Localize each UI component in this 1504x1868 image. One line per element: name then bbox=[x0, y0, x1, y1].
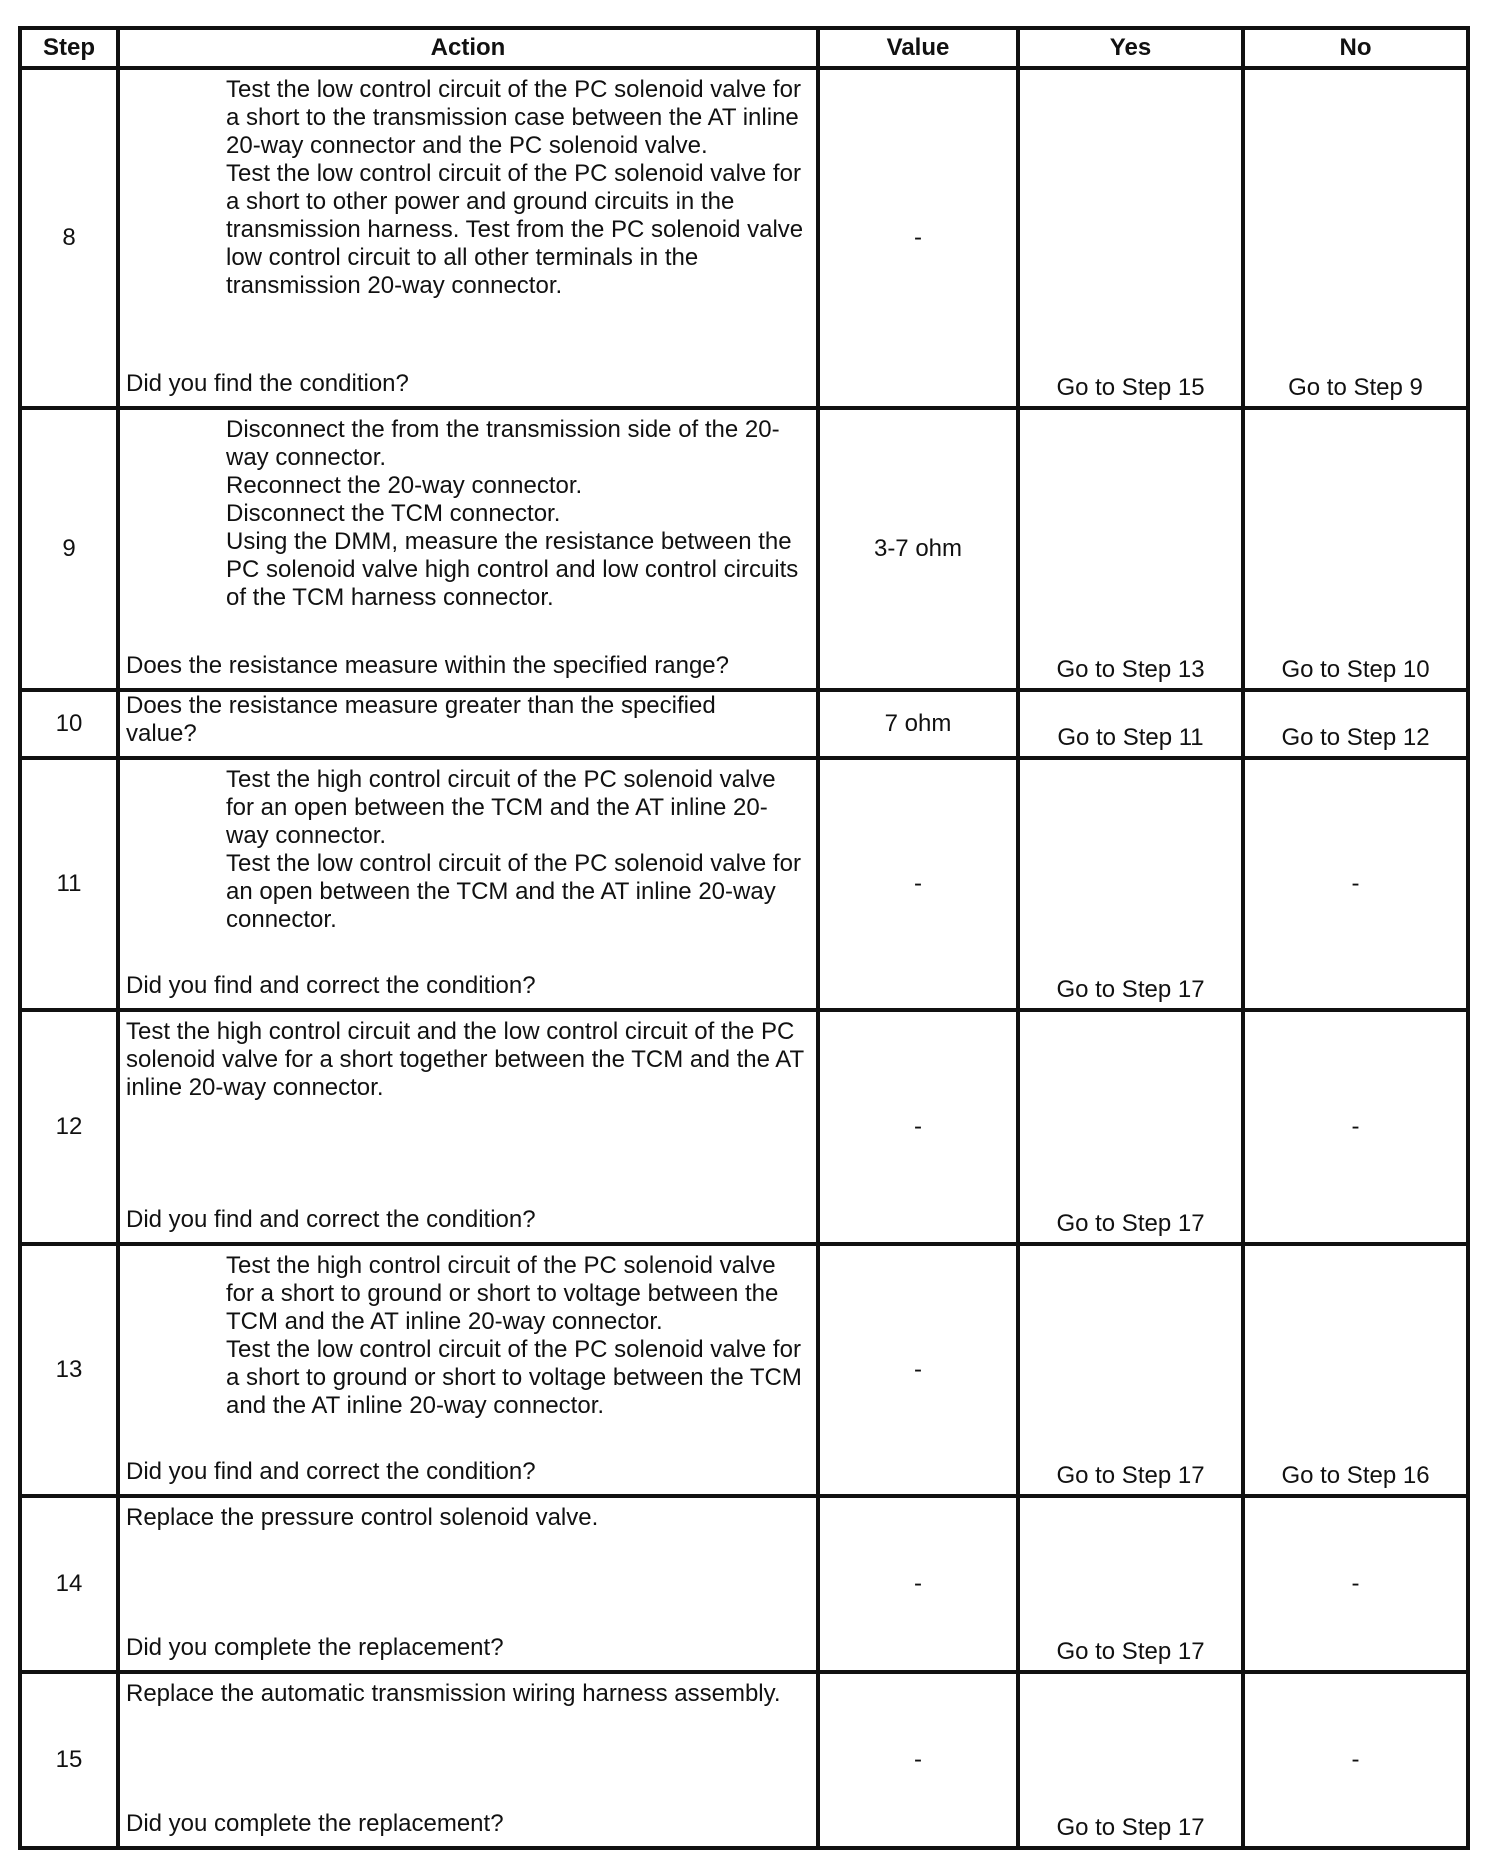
table-row bbox=[20, 1496, 1468, 1672]
header-row bbox=[20, 28, 1468, 68]
action-text: Replace the automatic transmission wiring harness assembly. bbox=[126, 1680, 781, 1707]
table-row bbox=[20, 1010, 1468, 1244]
value-cell: 7 ohm bbox=[818, 690, 1018, 758]
no-cell: - bbox=[1243, 758, 1468, 1010]
no-cell: Go to Step 12 bbox=[1243, 690, 1468, 758]
yes-cell: Go to Step 11 bbox=[1018, 690, 1243, 758]
no-cell: - bbox=[1243, 1496, 1468, 1672]
action-question: Did you find and correct the condition? bbox=[126, 1458, 536, 1485]
table-row bbox=[20, 758, 1468, 1010]
action-cell bbox=[118, 1496, 818, 1672]
action-text: Test the high control circuit and the low control circuit of the PC solenoid valve for a short together between the TCM and the AT inline 20-way connector. bbox=[126, 1018, 804, 1101]
yes-cell: Go to Step 17 bbox=[1018, 1672, 1243, 1848]
action-text: Test the high control circuit of the PC solenoid valve for a short to ground or short to voltage between the TCM and the AT inline 20-way connector. Test the low control circuit of the PC solenoid valve for a short to ground or short to voltage between the TCM and the AT inline 20-way connector. bbox=[226, 1252, 802, 1419]
step-number: 9 bbox=[20, 408, 118, 690]
step-number: 11 bbox=[20, 758, 118, 1010]
action-question: Does the resistance measure greater than the specified value? bbox=[126, 692, 716, 747]
yes-cell: Go to Step 13 bbox=[1018, 408, 1243, 690]
action-instructions bbox=[126, 1504, 810, 1532]
value-cell: - bbox=[818, 758, 1018, 1010]
action-instructions bbox=[126, 1680, 810, 1708]
action-cell bbox=[118, 1244, 818, 1496]
action-instructions bbox=[126, 766, 810, 934]
action-question: Does the resistance measure within the specified range? bbox=[126, 652, 729, 679]
step-number: 15 bbox=[20, 1672, 118, 1848]
action-cell bbox=[118, 758, 818, 1010]
action-question: Did you find the condition? bbox=[126, 370, 409, 397]
table-row bbox=[20, 690, 1468, 758]
diagnostic-table bbox=[18, 26, 1470, 1850]
step-number: 8 bbox=[20, 68, 118, 408]
value-cell: - bbox=[818, 1010, 1018, 1244]
value-cell: - bbox=[818, 68, 1018, 408]
step-number: 13 bbox=[20, 1244, 118, 1496]
table-row bbox=[20, 68, 1468, 408]
step-number: 12 bbox=[20, 1010, 118, 1244]
yes-cell: Go to Step 17 bbox=[1018, 1244, 1243, 1496]
value-cell: - bbox=[818, 1244, 1018, 1496]
no-cell: - bbox=[1243, 1010, 1468, 1244]
value-cell: - bbox=[818, 1672, 1018, 1848]
header-action: Action bbox=[118, 28, 818, 68]
action-cell bbox=[118, 690, 818, 758]
action-question: Did you find and correct the condition? bbox=[126, 1206, 536, 1233]
no-cell: - bbox=[1243, 1672, 1468, 1848]
action-text: Test the low control circuit of the PC solenoid valve for a short to the transmission case between the AT inline 20-way connector and the PC solenoid valve. Test the low control circuit of the PC solenoid valve for a short to other power and ground circuits in the transmission harness. Test from the PC solenoid valve low control circuit to all other terminals in the transmission 20-way connector. bbox=[226, 76, 804, 299]
value-cell: - bbox=[818, 1496, 1018, 1672]
step-number: 14 bbox=[20, 1496, 118, 1672]
yes-cell: Go to Step 15 bbox=[1018, 68, 1243, 408]
action-question: Did you find and correct the condition? bbox=[126, 972, 536, 999]
action-instructions bbox=[126, 1018, 810, 1102]
table-row bbox=[20, 408, 1468, 690]
action-question: Did you complete the replacement? bbox=[126, 1634, 504, 1661]
action-text: Disconnect the from the transmission side of the 20-way connector. Reconnect the 20-way connector. Disconnect the TCM connector. Using the DMM, measure the resistance between the PC solenoid valve high control and low control circuits of the TCM harness connector. bbox=[226, 416, 799, 611]
action-instructions bbox=[126, 416, 810, 612]
action-text: Replace the pressure control solenoid valve. bbox=[126, 1504, 599, 1531]
action-text: Test the high control circuit of the PC solenoid valve for an open between the TCM and the AT inline 20-way connector. Test the low control circuit of the PC solenoid valve for an open between the TCM and the AT inline 20-way connector. bbox=[226, 766, 801, 933]
header-value: Value bbox=[818, 28, 1018, 68]
header-step: Step bbox=[20, 28, 118, 68]
table-row bbox=[20, 1672, 1468, 1848]
no-cell: Go to Step 9 bbox=[1243, 68, 1468, 408]
yes-cell: Go to Step 17 bbox=[1018, 1010, 1243, 1244]
no-cell: Go to Step 10 bbox=[1243, 408, 1468, 690]
action-instructions bbox=[126, 1252, 810, 1420]
step-number: 10 bbox=[20, 690, 118, 758]
table-row bbox=[20, 1244, 1468, 1496]
header-yes: Yes bbox=[1018, 28, 1243, 68]
action-question: Did you complete the replacement? bbox=[126, 1810, 504, 1837]
action-cell bbox=[118, 1010, 818, 1244]
value-cell: 3-7 ohm bbox=[818, 408, 1018, 690]
action-cell bbox=[118, 68, 818, 408]
action-instructions bbox=[126, 76, 810, 300]
no-cell: Go to Step 16 bbox=[1243, 1244, 1468, 1496]
yes-cell: Go to Step 17 bbox=[1018, 1496, 1243, 1672]
action-cell bbox=[118, 408, 818, 690]
header-no: No bbox=[1243, 28, 1468, 68]
yes-cell: Go to Step 17 bbox=[1018, 758, 1243, 1010]
action-cell bbox=[118, 1672, 818, 1848]
